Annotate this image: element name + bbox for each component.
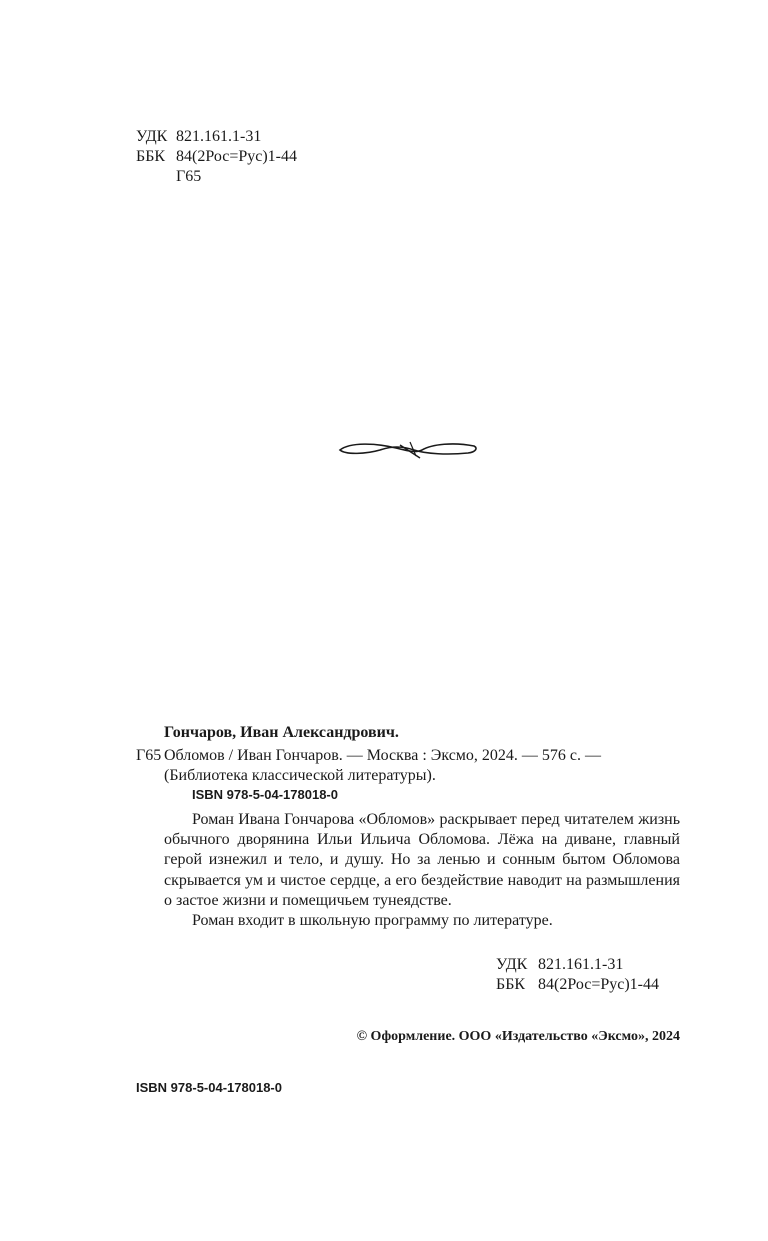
bottom-udk-value: 821.161.1-31 (538, 956, 624, 973)
copyright-notice: © Оформление. ООО «Издательство «Эксмо», 2024 (356, 1029, 680, 1044)
annotation-paragraph-1: Роман Ивана Гончарова «Обломов» раскрывает перед читателем жизнь обычного дворянина Ильи Ильича Обломова. Лёжа на диване, главный герой изнежил и тело, и душу. Но за ленью и сонным бытом Обломова скрывается ум и чистое сердце, а его бездействие наводит на размышления о застое жизни и помещичьем тунеядстве. (164, 811, 680, 909)
bottom-bbk-value: 84(2Рос=Рус)1-44 (538, 976, 660, 993)
top-udk-value: 821.161.1-31 (176, 128, 262, 145)
top-udk-label: УДК (136, 128, 168, 145)
flourish-divider-icon (336, 436, 480, 464)
author-heading: Гончаров, Иван Александрович. (164, 724, 399, 741)
top-bbk-label: ББК (136, 148, 166, 165)
top-bbk-value: 84(2Рос=Рус)1-44 (176, 148, 298, 165)
entry-series-line: (Библиотека классической литературы). (164, 767, 436, 784)
entry-isbn: ISBN 978-5-04-178018-0 (192, 787, 338, 802)
bottom-isbn: ISBN 978-5-04-178018-0 (136, 1080, 282, 1095)
top-author-mark: Г65 (176, 168, 202, 185)
bottom-udk-label: УДК (496, 956, 528, 973)
entry-title-line: Обломов / Иван Гончаров. — Москва : Эксмо, 2024. — 576 с. — (164, 747, 602, 764)
annotation-paragraph-2: Роман входит в школьную программу по литературе. (192, 912, 553, 930)
annotation (164, 810, 680, 931)
entry-author-mark: Г65 (136, 747, 162, 764)
bottom-bbk-label: ББК (496, 976, 526, 993)
